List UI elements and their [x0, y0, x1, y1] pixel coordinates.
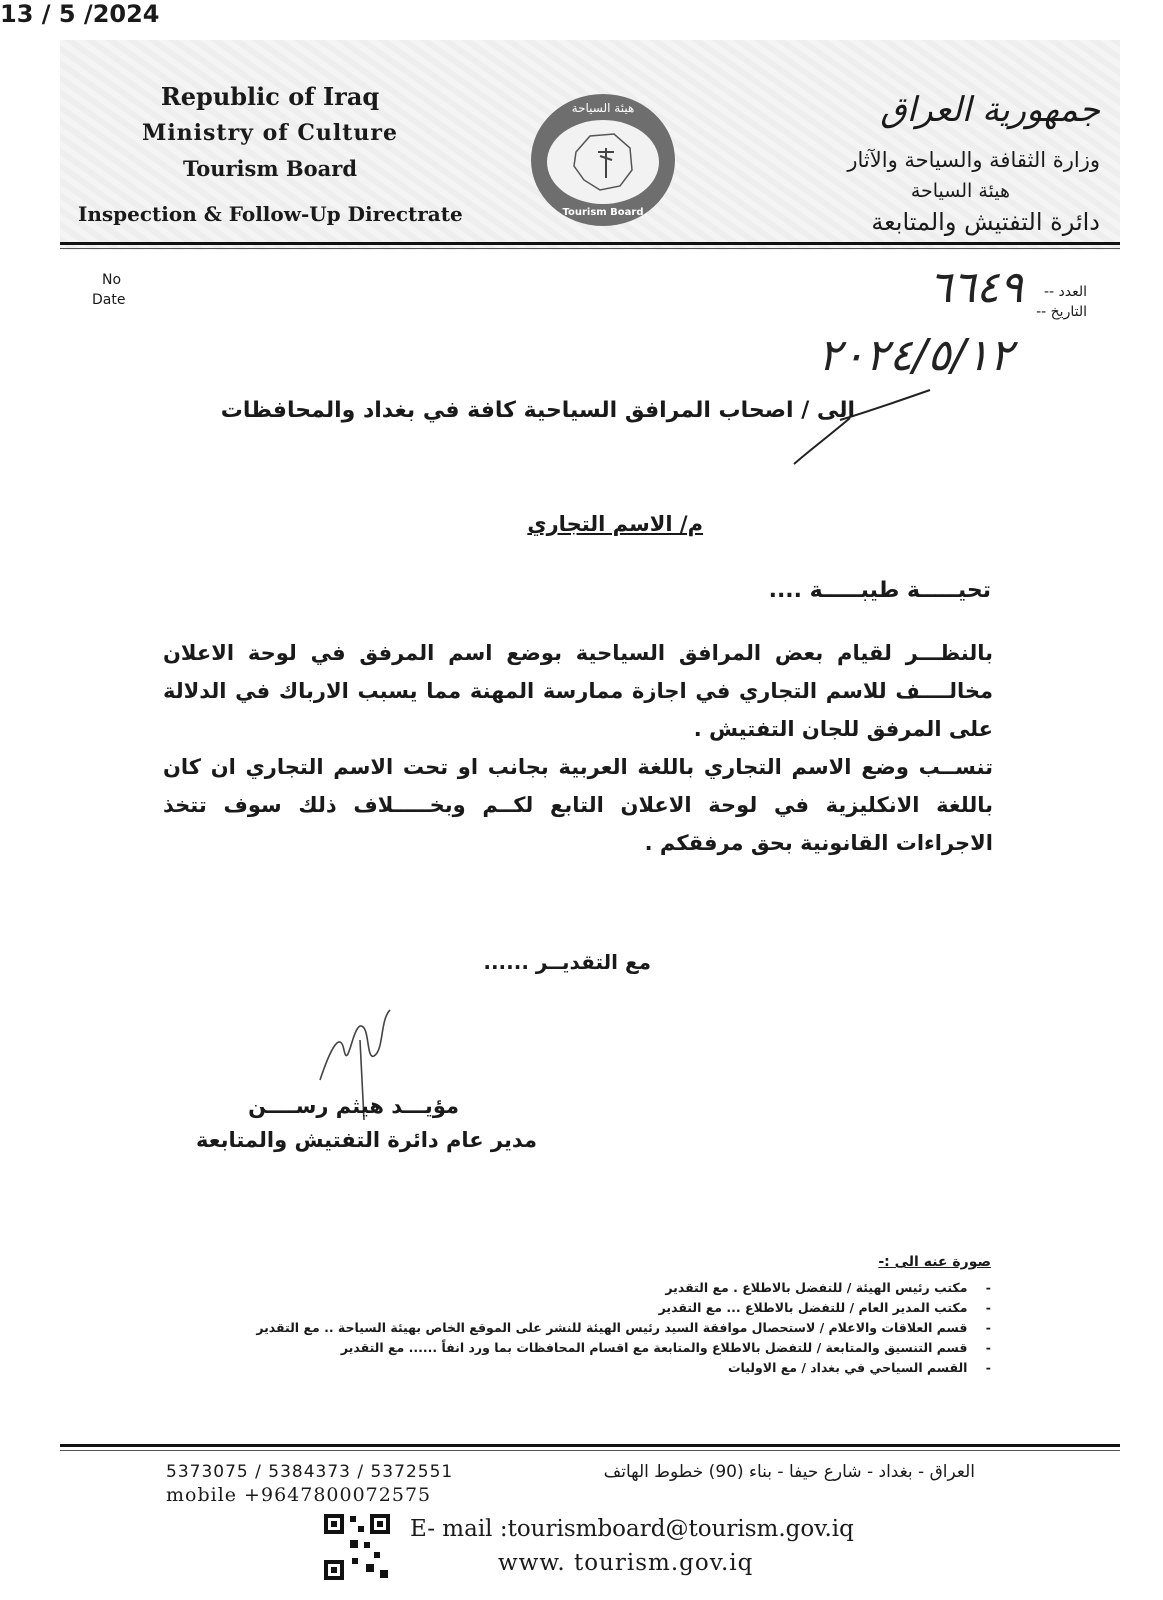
cc-title: صورة عنه الى :-	[878, 1254, 991, 1270]
cc-list	[256, 1278, 991, 1378]
greeting: تحيـــــة طيبـــــة ....	[768, 578, 991, 603]
header-rule-thin	[60, 248, 1120, 249]
footer-phones: 5373075 / 5384373 / 5372551	[166, 1462, 454, 1482]
letter-body	[163, 634, 993, 862]
subject-line: م/ الاسم التجاري	[527, 512, 703, 536]
handwritten-date: ٢٠٢٤/٥/١٢	[817, 330, 1013, 381]
date-label: Date	[92, 292, 126, 308]
footer-email: E- mail :tourismboard@tourism.gov.iq	[410, 1516, 854, 1542]
cc-item: - قسم التنسيق والمتابعة / للتفضل بالاطلاع والمتابعة مع اقسام المحافظات بما ورد انفاً ...... مع التقدير	[256, 1338, 991, 1358]
no-date-labels	[92, 270, 125, 310]
qr-code-icon	[322, 1512, 392, 1582]
cc-item: - مكتب رئيس الهيئة / للتفضل بالاطلاع . مع التقدير	[256, 1278, 991, 1298]
logo-text-bottom: Tourism Board	[562, 207, 644, 218]
signature-date: 13 / 5 /2024	[0, 0, 160, 28]
arabic-directorate-name: دائرة التفتيش والمتابعة	[871, 208, 1100, 236]
footer-rule-thin	[60, 1450, 1120, 1451]
english-directorate-name: Inspection & Follow-Up Directrate	[78, 202, 463, 226]
signatory-title: مدير عام دائرة التفتيش والمتابعة	[195, 1128, 537, 1152]
english-board-name: Tourism Board	[183, 156, 357, 181]
header-rule	[60, 242, 1120, 245]
footer-mobile: mobile +9647800072575	[166, 1484, 432, 1506]
arabic-board-name: هيئة السياحة	[910, 180, 1010, 202]
cc-item: - القسم السياحي في بغداد / مع الاوليات	[256, 1358, 991, 1378]
no-label: No	[102, 272, 122, 288]
footer-rule	[60, 1444, 1120, 1447]
cc-item: - قسم العلاقات والاعلام / لاستحصال موافقة السيد رئيس الهيئة للنشر على الموقع الخاص بهيئة السياحة .. مع التقدير	[256, 1318, 991, 1338]
logo-text-top: هيئة السياحة	[571, 101, 635, 115]
arabic-ministry-name: وزارة الثقافة والسياحة والآثار	[847, 148, 1100, 172]
signatory-name: مؤيـــد هيثم رســــن	[248, 1094, 459, 1118]
arabic-no-date-labels	[1036, 282, 1087, 322]
arabic-no-label: العدد --	[1043, 284, 1087, 300]
english-country-name: Republic of Iraq	[160, 82, 380, 111]
footer-address: العراق - بغداد - شارع حيفا - بناء (90) خطوط الهاتف	[603, 1462, 975, 1482]
pen-stroke-mark	[780, 380, 940, 470]
body-paragraph-2: تنســب وضع الاسم التجاري باللغة العربية بجانب او تحت الاسم التجاري ان كان باللغة الانكليزية في لوحة الاعلان التابع لكــم وبخـــــلاف ذلك سوف تتخذ الاجراءات القانونية بحق مرفقكم .	[163, 755, 993, 855]
footer-website: www. tourism.gov.iq	[498, 1550, 754, 1576]
tourism-board-logo-icon	[528, 90, 678, 230]
body-paragraph-1: بالنظـــر لقيام بعض المرافق السياحية بوضع اسم المرفق في لوحة الاعلان مخالــــف للاسم التجاري في اجازة ممارسة المهنة مما يسبب الارباك في الدلالة على المرفق للجان التفتيش .	[163, 641, 993, 741]
arabic-country-name: جمهورية العراق	[880, 90, 1100, 130]
closing-regards: مع التقديــر ......	[483, 950, 651, 974]
letterhead	[60, 40, 1120, 250]
handwritten-reference-number: ٦٦٤٩	[928, 262, 1023, 313]
english-ministry-name: Ministry of Culture	[141, 120, 399, 146]
recipient-line: الى / اصحاب المرافق السياحية كافة في بغداد والمحافظات	[220, 398, 855, 423]
cc-item: - مكتب المدير العام / للتفضل بالاطلاع ... مع التقدير	[256, 1298, 991, 1318]
arabic-date-label: التاريخ --	[1036, 304, 1087, 320]
